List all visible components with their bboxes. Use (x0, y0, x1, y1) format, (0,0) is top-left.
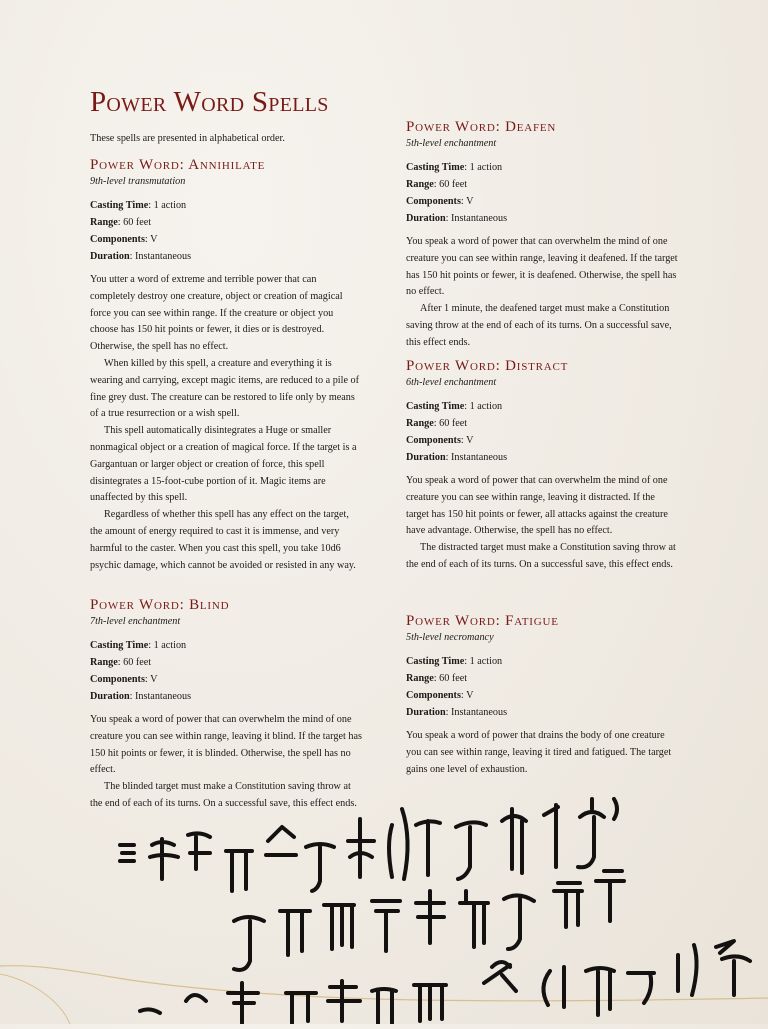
spell-title: Power Word: Fatigue (406, 613, 559, 629)
components-label: Components (406, 690, 461, 701)
range-value: 60 feet (439, 179, 468, 190)
paragraph: This spell automatically disintegrates a Huge or smaller nonmagical object or a creation of magical force. If the target is a Gargantuan or larger object or creation of force, this spell disintegrates a 15-foot-cube portion of it. Magic items are unaffected by this spell. (90, 425, 357, 504)
casting-time-row: Casting Time: 1 action (90, 640, 187, 651)
range-value: 60 feet (439, 418, 468, 429)
spell-description (90, 272, 362, 574)
duration-row: Duration: Instantaneous (90, 251, 192, 262)
spell-description (406, 473, 678, 574)
casting-time-value: 1 action (469, 401, 503, 412)
paragraph: You speak a word of power that can overwhelm the mind of one creature you can see within range, leaving it distracted. If the target has 150 hit points or fewer, all attacks against the creature have advantage. Otherwise, the spell has no effect. (406, 475, 668, 537)
range-label: Range (406, 179, 434, 190)
spell-title: Power Word: Distract (406, 358, 569, 374)
duration-label: Duration (406, 707, 446, 718)
components-value: V (150, 674, 158, 685)
casting-time-label: Casting Time (406, 162, 465, 173)
casting-time-row: Casting Time: 1 action (406, 162, 503, 173)
duration-row: Duration: Instantaneous (406, 213, 508, 224)
casting-time-label: Casting Time (90, 200, 149, 211)
range-row: Range: 60 feet (406, 673, 468, 684)
duration-value: Instantaneous (135, 251, 192, 262)
paragraph: Regardless of whether this spell has any effect on the target, the amount of energy required to cast it is immense, and very harmful to the caster. When you cast this spell, you take 10d6 psychic damage, which cannot be avoided or resisted in any way. (90, 509, 356, 571)
duration-label: Duration (406, 213, 446, 224)
rune-script-decoration (110, 795, 768, 1024)
range-row: Range: 60 feet (406, 179, 468, 190)
paragraph: After 1 minute, the deafened target must make a Constitution saving throw at the end of each of its turns. On a successful save, this effect ends. (406, 303, 672, 348)
range-label: Range (406, 673, 434, 684)
casting-time-row: Casting Time: 1 action (406, 401, 503, 412)
spell-title: Power Word: Blind (90, 597, 230, 613)
duration-value: Instantaneous (135, 691, 192, 702)
casting-time-label: Casting Time (406, 656, 465, 667)
casting-time-row: Casting Time: 1 action (90, 200, 187, 211)
spell-title: Power Word: Deafen (406, 119, 557, 135)
rune-glyphs (110, 795, 768, 1024)
spell-description (406, 728, 678, 778)
components-row: Components: V (406, 435, 474, 446)
spell-description (406, 234, 678, 352)
range-value: 60 feet (439, 673, 468, 684)
casting-time-value: 1 action (469, 162, 503, 173)
page-title: Power Word Spells (90, 86, 329, 118)
spell-deafen (406, 118, 678, 352)
range-value: 60 feet (123, 217, 152, 228)
components-row: Components: V (90, 674, 158, 685)
range-row: Range: 60 feet (90, 657, 152, 668)
range-row: Range: 60 feet (90, 217, 152, 228)
duration-label: Duration (90, 691, 130, 702)
spell-school: 9th-level transmutation (90, 176, 186, 187)
range-label: Range (90, 657, 118, 668)
casting-time-label: Casting Time (406, 401, 465, 412)
casting-time-value: 1 action (153, 200, 187, 211)
range-value: 60 feet (123, 657, 152, 668)
casting-time-label: Casting Time (90, 640, 149, 651)
paragraph: You speak a word of power that can overwhelm the mind of one creature you can see within range, leaving it deafened. If the target has 150 hit points or fewer, it is deafened. Otherwise, the spell has no effect. (406, 236, 678, 298)
casting-time-value: 1 action (153, 640, 187, 651)
components-row: Components: V (406, 690, 474, 701)
spell-fatigue (406, 612, 678, 778)
components-row: Components: V (406, 196, 474, 207)
casting-time-value: 1 action (469, 656, 503, 667)
spell-annihilate (90, 156, 362, 574)
paragraph: You speak a word of power that drains the body of one creature you can see within range, leaving it tired and fatigued. The target gains one level of exhaustion. (406, 730, 672, 775)
components-row: Components: V (90, 234, 158, 245)
components-value: V (466, 196, 474, 207)
duration-value: Instantaneous (451, 452, 508, 463)
paragraph: The blinded target must make a Constitution saving throw at the end of each of its turns. On a successful save, this effect ends. (90, 781, 357, 809)
range-label: Range (406, 418, 434, 429)
spell-school: 5th-level enchantment (406, 138, 497, 149)
components-label: Components (406, 435, 461, 446)
components-value: V (150, 234, 158, 245)
components-value: V (466, 435, 474, 446)
intro-text: These spells are presented in alphabetical order. (90, 133, 285, 144)
spell-school: 5th-level necromancy (406, 632, 494, 643)
duration-value: Instantaneous (451, 213, 508, 224)
duration-row: Duration: Instantaneous (406, 707, 508, 718)
paragraph: When killed by this spell, a creature and everything it is wearing and carrying, except magic items, are reduced to a pile of fine grey dust. The creature can be restored to life only by means of a true resurrection or a wish spell. (90, 357, 359, 420)
components-label: Components (90, 674, 145, 685)
spell-distract (406, 357, 678, 574)
components-label: Components (406, 196, 461, 207)
casting-time-row: Casting Time: 1 action (406, 656, 503, 667)
range-row: Range: 60 feet (406, 418, 468, 429)
components-label: Components (90, 234, 145, 245)
components-value: V (466, 690, 474, 701)
spell-blind (90, 596, 362, 813)
spell-school: 6th-level enchantment (406, 377, 497, 388)
duration-row: Duration: Instantaneous (90, 691, 192, 702)
paragraph: The distracted target must make a Constitution saving throw at the end of each of its turns. On a successful save, this effect ends. (406, 542, 676, 570)
duration-row: Duration: Instantaneous (406, 452, 508, 463)
duration-label: Duration (90, 251, 130, 262)
range-label: Range (90, 217, 118, 228)
paragraph: You utter a word of extreme and terrible power that can completely destroy one creature, object or creation of magical force you can see within range. If the creature or object you choose has 150 hit points or fewer, it dies or is destroyed. Otherwise, the spell has no effect. (90, 274, 343, 353)
spell-school: 7th-level enchantment (90, 616, 181, 627)
paragraph: You speak a word of power that can overwhelm the mind of one creature you can see within range, leaving it blind. If the target has 150 hit points or fewer, it is blinded. Otherwise, the spell has no effect. (90, 714, 362, 776)
duration-value: Instantaneous (451, 707, 508, 718)
spell-title: Power Word: Annihilate (90, 157, 266, 173)
duration-label: Duration (406, 452, 446, 463)
